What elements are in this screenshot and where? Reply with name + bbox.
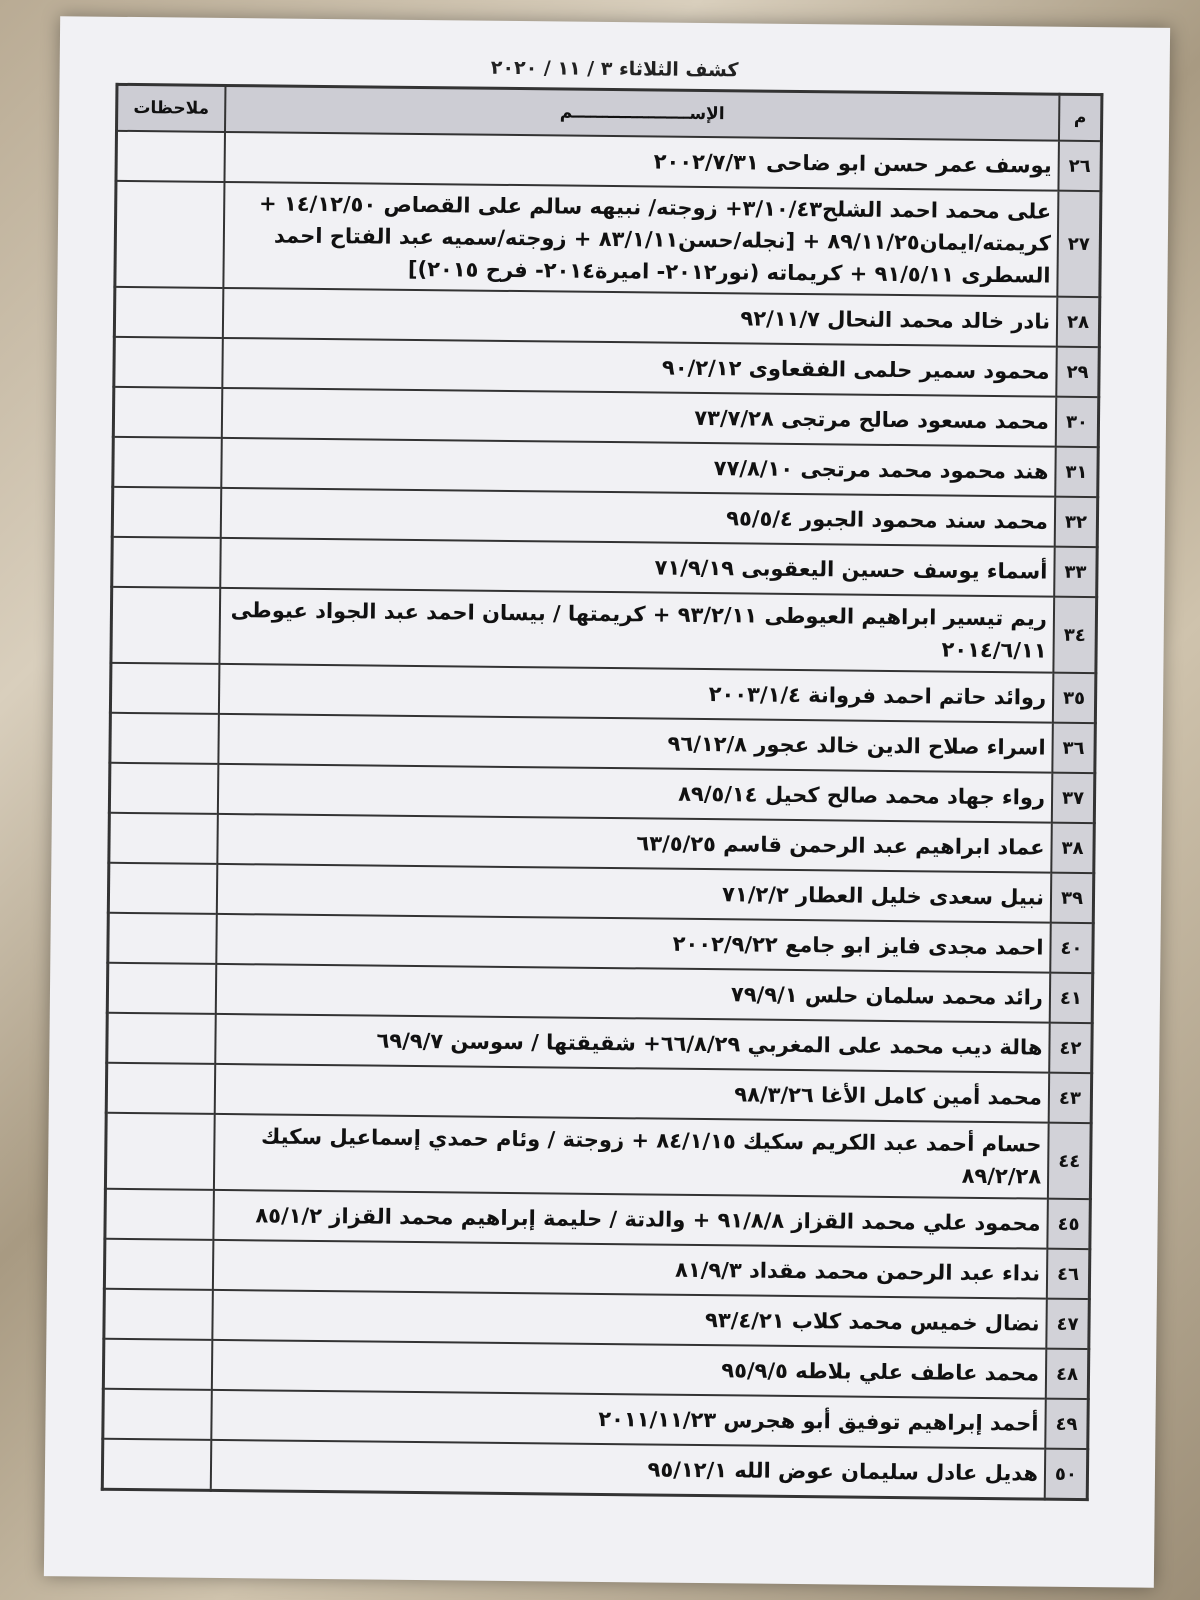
row-notes	[103, 1389, 212, 1440]
column-header-number: م	[1059, 94, 1102, 141]
column-header-notes: ملاحظات	[117, 84, 226, 132]
row-number: ٤٢	[1049, 1023, 1092, 1073]
row-number: ٣٥	[1053, 673, 1096, 723]
row-notes	[114, 337, 223, 388]
row-notes	[107, 1013, 216, 1064]
row-name: هند محمود محمد مرتجى ٧٧/٨/١٠	[221, 438, 1055, 497]
row-name: يوسف عمر حسن ابو ضاحى ٢٠٠٢/٧/٣١	[224, 132, 1058, 191]
row-notes	[114, 287, 223, 338]
row-name: محمد أمين كامل الأغا ٩٨/٣/٢٦	[215, 1064, 1049, 1123]
row-number: ٥٠	[1045, 1449, 1088, 1500]
row-notes	[108, 913, 217, 964]
row-name: على محمد احمد الشلح٣/١٠/٤٣+ زوجته/ نبيهه سالم على القصاص ١٤/١٢/٥٠ + كريمته/ايمان٨٩/١١/٢٥ + [نجله/حسن٨٣/١/١١ + زوجته/سميه عبد الفتاح احمد السطرى ٩١/٥/١١ + كريماته (نور٢٠١٢- اميرة٢٠١٤- فرح ٢٠١٥)]	[223, 182, 1058, 297]
row-number: ٢٦	[1058, 141, 1101, 191]
row-notes	[105, 1189, 214, 1240]
row-name: محمود سمير حلمى الفقعاوى ٩٠/٢/١٢	[222, 338, 1056, 397]
row-notes	[104, 1239, 213, 1290]
row-number: ٣٣	[1054, 547, 1097, 597]
row-name: نداء عبد الرحمن محمد مقداد ٨١/٩/٣	[213, 1240, 1047, 1299]
row-notes	[113, 387, 222, 438]
table-row	[102, 1439, 1087, 1500]
row-notes	[115, 181, 225, 288]
row-notes	[104, 1289, 213, 1340]
row-number: ٤٣	[1049, 1073, 1092, 1123]
row-name: محمد مسعود صالح مرتجى ٧٣/٧/٢٨	[222, 388, 1056, 447]
row-name: رواء جهاد محمد صالح كحيل ٨٩/٥/١٤	[218, 764, 1052, 823]
row-notes	[111, 587, 220, 664]
row-number: ٣٤	[1053, 597, 1096, 673]
row-name: روائد حاتم احمد فروانة ٢٠٠٣/١/٤	[219, 664, 1053, 723]
row-notes	[112, 537, 221, 588]
row-number: ٤٥	[1047, 1199, 1090, 1249]
row-notes	[110, 663, 219, 714]
row-number: ٣٨	[1051, 823, 1094, 873]
row-name: احمد مجدى فايز ابو جامع ٢٠٠٢/٩/٢٢	[216, 914, 1050, 973]
row-name: نبيل سعدى خليل العطار ٧١/٢/٢	[217, 864, 1051, 923]
row-name: اسراء صلاح الدين خالد عجور ٩٦/١٢/٨	[218, 714, 1052, 773]
row-notes	[109, 763, 218, 814]
row-number: ٣٦	[1052, 723, 1095, 773]
row-number: ٣٢	[1055, 497, 1098, 547]
row-number: ٤٠	[1050, 923, 1093, 973]
row-notes	[110, 713, 219, 764]
paper-sheet	[44, 16, 1170, 1588]
row-notes	[105, 1113, 214, 1190]
row-number: ٣٠	[1056, 397, 1099, 447]
row-number: ٢٧	[1057, 191, 1101, 297]
row-number: ٤٩	[1045, 1399, 1088, 1449]
row-name: أسماء يوسف حسين اليعقوبى ٧١/٩/١٩	[220, 538, 1054, 597]
row-name: محمد عاطف علي بلاطه ٩٥/٩/٥	[212, 1340, 1046, 1399]
row-name: هديل عادل سليمان عوض الله ٩٥/١٢/١	[211, 1440, 1045, 1499]
row-number: ٤٤	[1048, 1123, 1091, 1199]
row-notes	[109, 813, 218, 864]
row-name: نادر خالد محمد النحال ٩٢/١١/٧	[223, 288, 1057, 347]
row-name: رائد محمد سلمان حلس ٧٩/٩/١	[216, 964, 1050, 1023]
row-name: أحمد إبراهيم توفيق أبو هجرس ٢٠١١/١١/٢٣	[211, 1390, 1045, 1449]
row-notes	[106, 1063, 215, 1114]
row-name: محمود علي محمد القزاز ٩١/٨/٨ + والدتة / حليمة إبراهيم محمد القزاز ٨٥/١/٢	[213, 1190, 1047, 1249]
column-header-name: الإســــــــــــــــــــم	[225, 85, 1059, 140]
row-notes	[107, 963, 216, 1014]
row-number: ٤٧	[1046, 1299, 1089, 1349]
row-notes	[112, 487, 221, 538]
row-number: ٣٧	[1052, 773, 1095, 823]
table-row	[105, 1113, 1091, 1199]
row-name: حسام أحمد عبد الكريم سكيك ٨٤/١/١٥ + زوجتة / وئام حمدي إسماعيل سكيك ٨٩/٢/٢٨	[214, 1114, 1049, 1199]
page-title: كشف الثلاثاء ٣ / ١١ / ٢٠٢٠	[490, 56, 739, 82]
row-number: ٢٨	[1057, 297, 1100, 347]
names-table	[101, 83, 1104, 1501]
row-number: ٤٨	[1046, 1349, 1089, 1399]
row-number: ٤٦	[1047, 1249, 1090, 1299]
row-number: ٢٩	[1056, 347, 1099, 397]
row-notes	[116, 131, 225, 182]
row-notes	[103, 1339, 212, 1390]
row-notes	[113, 437, 222, 488]
row-number: ٣١	[1055, 447, 1098, 497]
row-notes	[102, 1439, 211, 1491]
row-name: ريم تيسير ابراهيم العيوطى ٩٣/٢/١١ + كريمتها / بيسان احمد عبد الجواد عيوطى ٢٠١٤/٦/١١	[219, 588, 1054, 673]
row-name: هالة ديب محمد على المغربي ٦٦/٨/٢٩+ شقيقتها / سوسن ٦٩/٩/٧	[215, 1014, 1049, 1073]
table-row	[111, 587, 1097, 673]
row-number: ٣٩	[1051, 873, 1094, 923]
row-name: عماد ابراهيم عبد الرحمن قاسم ٦٣/٥/٢٥	[217, 814, 1051, 873]
row-name: نضال خميس محمد كلاب ٩٣/٤/٢١	[212, 1290, 1046, 1349]
row-notes	[108, 863, 217, 914]
row-name: محمد سند محمود الجبور ٩٥/٥/٤	[221, 488, 1055, 547]
row-number: ٤١	[1050, 973, 1093, 1023]
table-row	[115, 181, 1101, 297]
